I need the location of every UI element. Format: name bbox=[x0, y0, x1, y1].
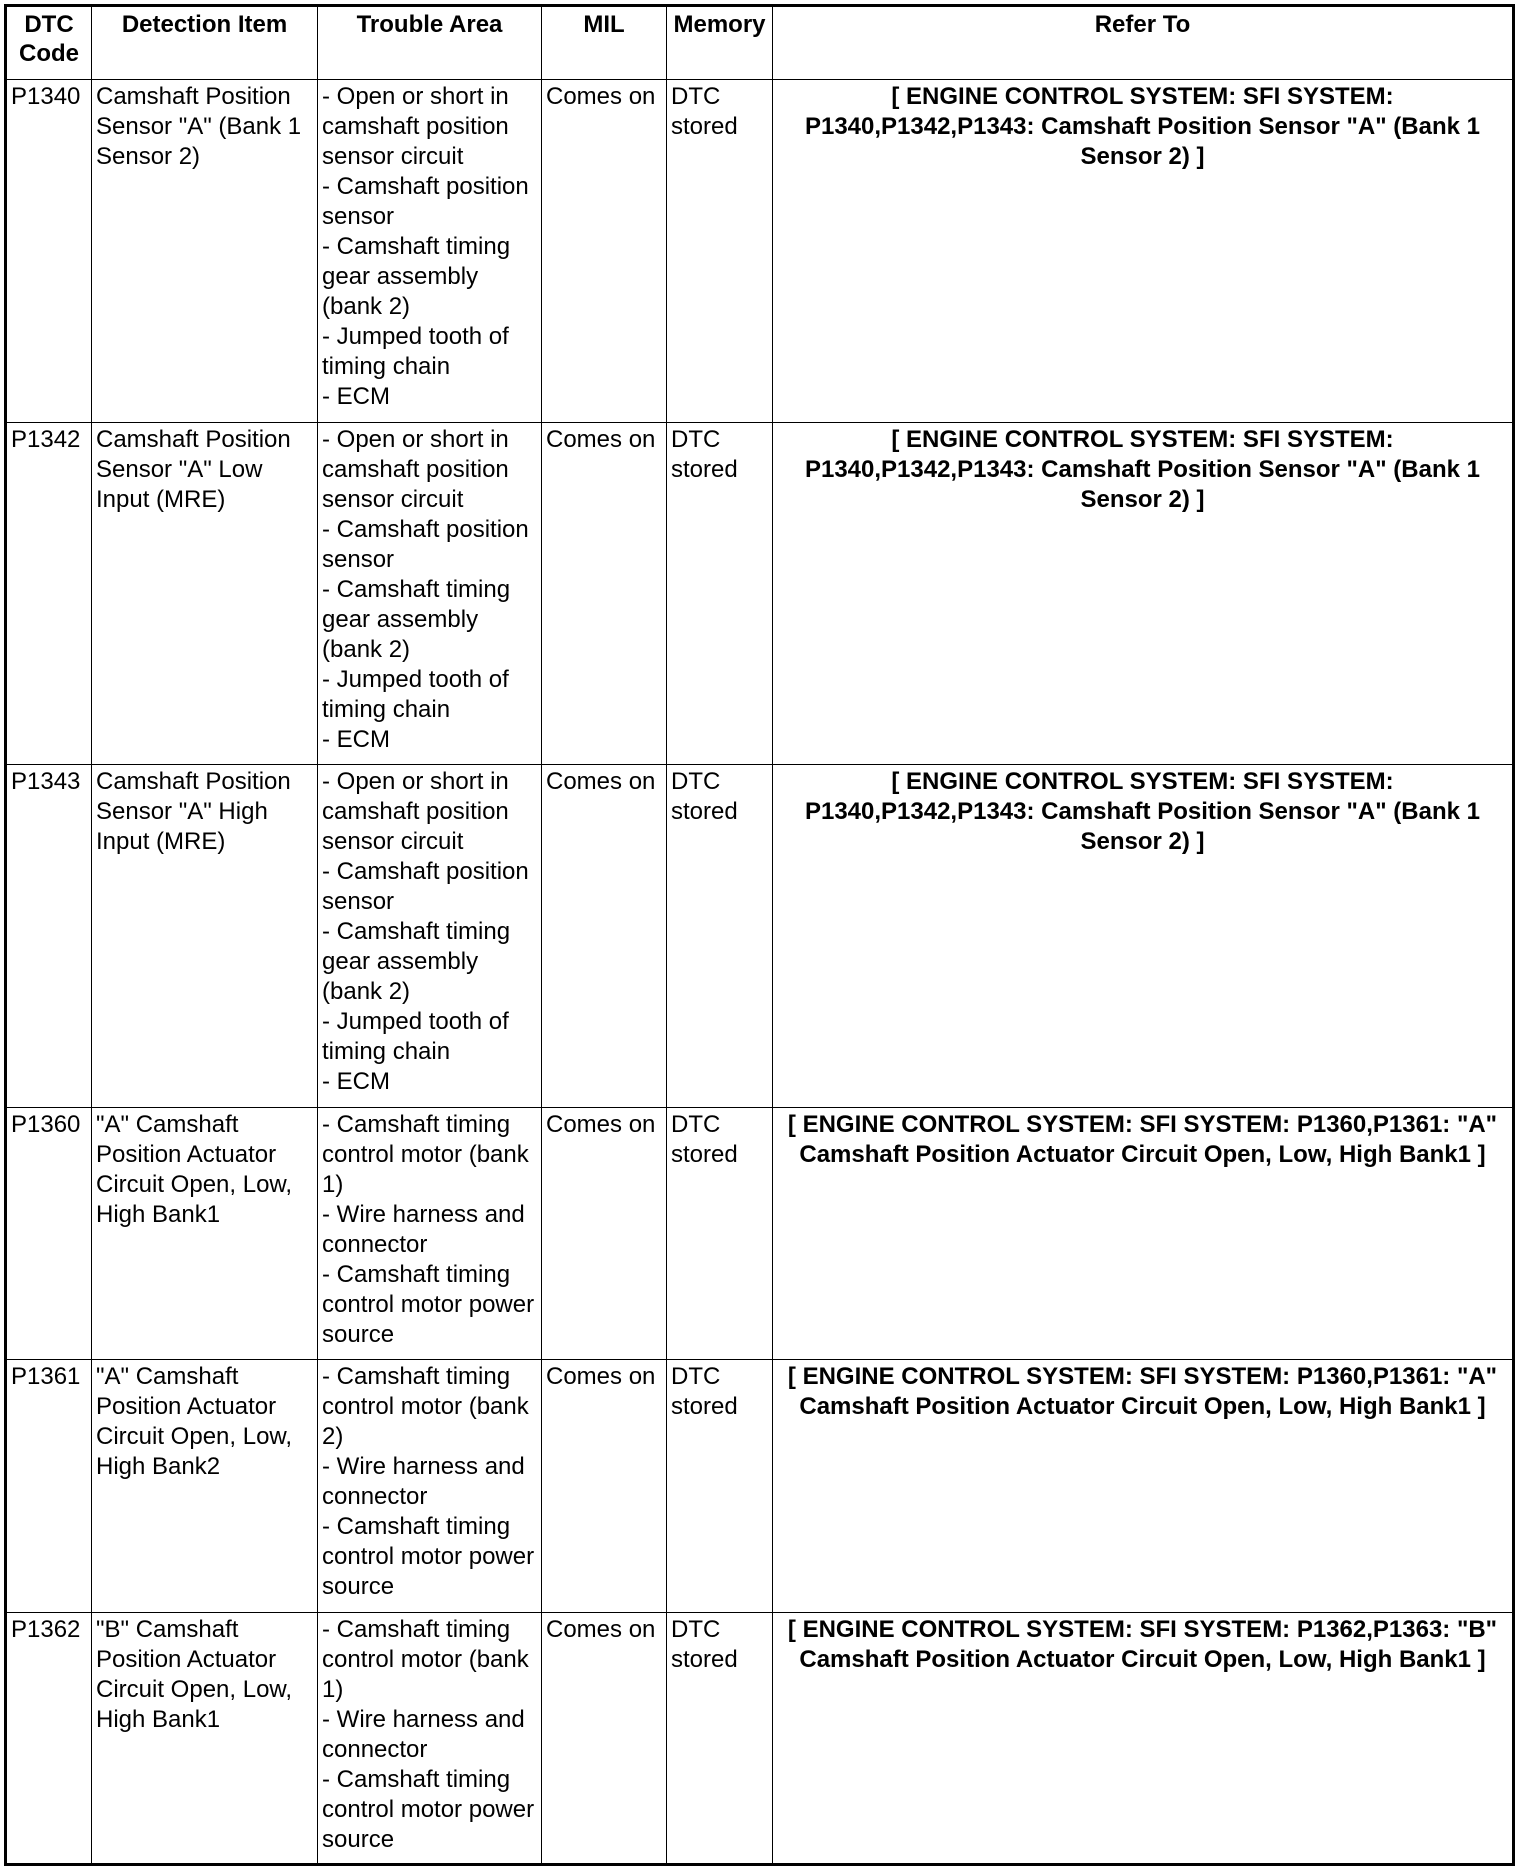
refer-to-cell: [ ENGINE CONTROL SYSTEM: SFI SYSTEM: P1340,P1342,P1343: Camshaft Position Sensor "A" (Bank 1 Sensor 2) ] bbox=[773, 422, 1514, 765]
detection-item-cell: Camshaft Position Sensor "A" (Bank 1 Sensor 2) bbox=[92, 80, 318, 423]
trouble-area-item: - Camshaft position sensor bbox=[322, 858, 529, 916]
memory-cell: DTC stored bbox=[667, 422, 773, 765]
trouble-area-cell bbox=[318, 422, 542, 765]
trouble-area-item: - ECM bbox=[322, 383, 390, 410]
refer-to-cell: [ ENGINE CONTROL SYSTEM: SFI SYSTEM: P1362,P1363: "B" Camshaft Position Actuator Circuit Open, Low, High Bank1 ] bbox=[773, 1612, 1514, 1864]
refer-to-cell: [ ENGINE CONTROL SYSTEM: SFI SYSTEM: P1340,P1342,P1343: Camshaft Position Sensor "A" (Bank 1 Sensor 2) ] bbox=[773, 765, 1514, 1108]
trouble-area-item: - Wire harness and connector bbox=[322, 1705, 525, 1763]
trouble-area-item: - Camshaft position sensor bbox=[322, 173, 529, 230]
trouble-area-item: - Jumped tooth of timing chain bbox=[322, 665, 509, 723]
trouble-area-item: - Jumped tooth of timing chain bbox=[322, 323, 509, 380]
mil-cell: Comes on bbox=[542, 80, 667, 423]
trouble-area-item: - Camshaft timing gear assembly (bank 2) bbox=[322, 233, 511, 320]
trouble-area-item: - Camshaft timing control motor power source bbox=[322, 1513, 535, 1601]
detection-item-cell: "A" Camshaft Position Actuator Circuit Open, Low, High Bank2 bbox=[92, 1360, 318, 1612]
memory-cell: DTC stored bbox=[667, 80, 773, 423]
trouble-area-item: - Camshaft timing control motor power source bbox=[322, 1765, 535, 1853]
dtc-code-cell: P1362 bbox=[6, 1612, 92, 1864]
memory-cell: DTC stored bbox=[667, 1360, 773, 1612]
trouble-area-item: - Camshaft timing control motor (bank 1) bbox=[322, 1615, 529, 1703]
dtc-table bbox=[4, 4, 1515, 1866]
trouble-area-item: - Open or short in camshaft position sensor circuit bbox=[322, 83, 509, 170]
trouble-area-item: - Camshaft timing gear assembly (bank 2) bbox=[322, 918, 511, 1006]
detection-item-cell: "A" Camshaft Position Actuator Circuit Open, Low, High Bank1 bbox=[92, 1107, 318, 1359]
trouble-area-item: - Open or short in camshaft position sensor circuit bbox=[322, 768, 509, 856]
trouble-area-cell bbox=[318, 765, 542, 1108]
refer-to-cell: [ ENGINE CONTROL SYSTEM: SFI SYSTEM: P1360,P1361: "A" Camshaft Position Actuator Circuit Open, Low, High Bank1 ] bbox=[773, 1107, 1514, 1359]
table-row bbox=[6, 422, 1514, 765]
header-dtc-code: DTC Code bbox=[6, 6, 92, 80]
trouble-area-cell bbox=[318, 1612, 542, 1864]
table-row bbox=[6, 1107, 1514, 1359]
mil-cell: Comes on bbox=[542, 765, 667, 1108]
trouble-area-item: - Jumped tooth of timing chain bbox=[322, 1008, 509, 1066]
trouble-area-item: - Camshaft timing control motor power source bbox=[322, 1260, 535, 1348]
table-row bbox=[6, 765, 1514, 1108]
refer-to-cell: [ ENGINE CONTROL SYSTEM: SFI SYSTEM: P1340,P1342,P1343: Camshaft Position Sensor "A" (Bank 1 Sensor 2) ] bbox=[773, 80, 1514, 423]
header-detection-item: Detection Item bbox=[92, 6, 318, 80]
trouble-area-item: - Camshaft timing gear assembly (bank 2) bbox=[322, 575, 511, 663]
dtc-code-cell: P1340 bbox=[6, 80, 92, 423]
trouble-area-item: - ECM bbox=[322, 1068, 390, 1096]
trouble-area-cell bbox=[318, 1360, 542, 1612]
detection-item-cell: Camshaft Position Sensor "A" High Input (MRE) bbox=[92, 765, 318, 1108]
dtc-code-cell: P1361 bbox=[6, 1360, 92, 1612]
memory-cell: DTC stored bbox=[667, 765, 773, 1108]
mil-cell: Comes on bbox=[542, 1360, 667, 1612]
trouble-area-item: - Camshaft position sensor bbox=[322, 515, 529, 573]
detection-item-cell: Camshaft Position Sensor "A" Low Input (MRE) bbox=[92, 422, 318, 765]
dtc-code-cell: P1360 bbox=[6, 1107, 92, 1359]
trouble-area-item: - Wire harness and connector bbox=[322, 1200, 525, 1258]
trouble-area-item: - Open or short in camshaft position sensor circuit bbox=[322, 425, 509, 513]
memory-cell: DTC stored bbox=[667, 1107, 773, 1359]
header-memory: Memory bbox=[667, 6, 773, 80]
table-row bbox=[6, 1360, 1514, 1612]
table-row bbox=[6, 80, 1514, 423]
header-mil: MIL bbox=[542, 6, 667, 80]
trouble-area-item: - Wire harness and connector bbox=[322, 1453, 525, 1511]
mil-cell: Comes on bbox=[542, 1612, 667, 1864]
dtc-code-cell: P1342 bbox=[6, 422, 92, 765]
mil-cell: Comes on bbox=[542, 422, 667, 765]
table-row bbox=[6, 1612, 1514, 1864]
trouble-area-item: - Camshaft timing control motor (bank 1) bbox=[322, 1110, 529, 1198]
trouble-area-item: - ECM bbox=[322, 725, 390, 753]
detection-item-cell: "B" Camshaft Position Actuator Circuit Open, Low, High Bank1 bbox=[92, 1612, 318, 1864]
trouble-area-cell bbox=[318, 1107, 542, 1359]
trouble-area-item: - Camshaft timing control motor (bank 2) bbox=[322, 1363, 529, 1451]
header-trouble-area: Trouble Area bbox=[318, 6, 542, 80]
table-header-row bbox=[6, 6, 1514, 80]
header-refer-to: Refer To bbox=[773, 6, 1514, 80]
memory-cell: DTC stored bbox=[667, 1612, 773, 1864]
mil-cell: Comes on bbox=[542, 1107, 667, 1359]
dtc-code-cell: P1343 bbox=[6, 765, 92, 1108]
trouble-area-cell bbox=[318, 80, 542, 423]
refer-to-cell: [ ENGINE CONTROL SYSTEM: SFI SYSTEM: P1360,P1361: "A" Camshaft Position Actuator Circuit Open, Low, High Bank1 ] bbox=[773, 1360, 1514, 1612]
